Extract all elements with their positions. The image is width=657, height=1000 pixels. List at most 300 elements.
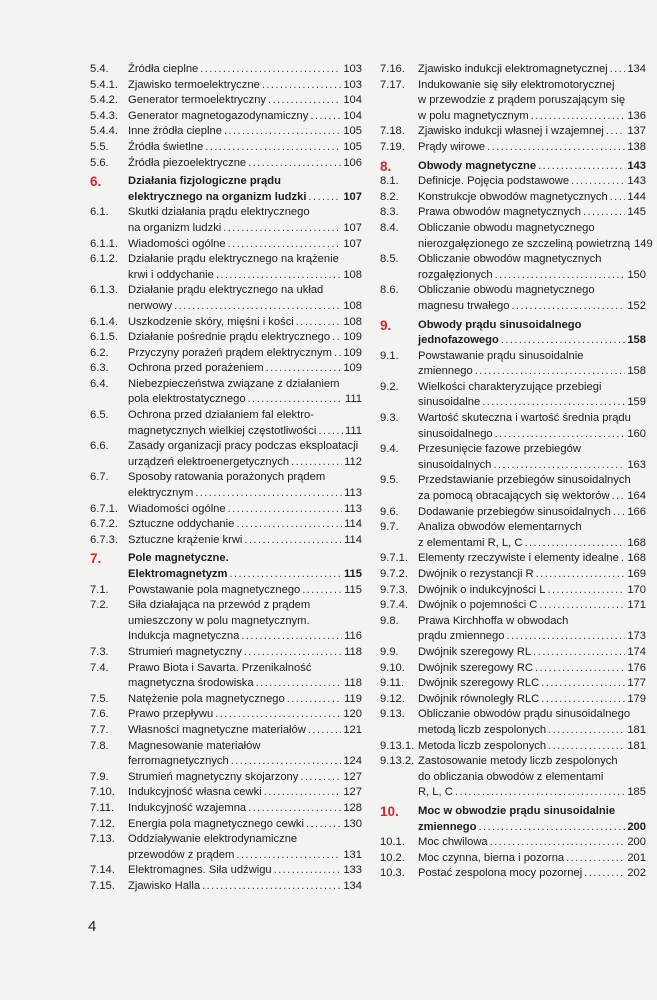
toc-title-line: [128, 140, 362, 156]
toc-page-ref: 169: [627, 568, 646, 580]
toc-dot-leader: [236, 517, 342, 533]
toc-dot-leader: [535, 661, 625, 677]
toc-dot-leader: [310, 109, 341, 125]
toc-title-line: [128, 661, 362, 677]
toc-title-text: Obliczanie obwodu magnetycznego: [418, 284, 595, 297]
toc-title-line: [128, 863, 362, 879]
toc-entry-title: [418, 159, 646, 175]
toc-title-text: nerwowy: [128, 299, 173, 312]
toc-dot-leader: [455, 785, 626, 801]
toc-entry: [90, 93, 362, 109]
toc-title-line: [128, 739, 362, 755]
toc-dot-leader: [274, 863, 342, 879]
toc-title-line: [128, 692, 362, 708]
toc-page-ref: 112: [344, 455, 362, 468]
toc-entry-title: [128, 583, 362, 599]
toc-page-ref: 201: [627, 851, 646, 864]
toc-title-line: [128, 486, 362, 502]
toc-dot-leader: [613, 505, 626, 521]
toc-entry-number: 6.1.2.: [90, 253, 118, 266]
toc-entry-number: 6.1.1.: [90, 237, 118, 250]
toc-dot-leader: [490, 835, 626, 851]
toc-title-text: Sztuczne oddychanie: [128, 518, 235, 531]
toc-entry-number: 9.7.2.: [380, 568, 408, 580]
toc-page-ref: 106: [343, 156, 362, 169]
toc-title-text: Wielkości charakteryzujące przebiegi: [418, 380, 602, 393]
toc-title-text: Siła działająca na przewód z prądem: [128, 599, 311, 612]
toc-title-text: Oddziaływanie elektrodynamiczne: [128, 833, 298, 846]
toc-page-ref: 113: [344, 502, 362, 515]
toc-chapter-entry: [90, 174, 362, 205]
toc-title-line: [128, 567, 362, 583]
toc-entry-title: [418, 205, 646, 221]
toc-title-line: [418, 614, 646, 630]
toc-entry-number: 10.2.: [380, 851, 405, 864]
toc-entry-number: 7.14.: [90, 864, 115, 877]
toc-title-text: Indukcyjność wzajemna: [128, 801, 247, 814]
toc-entry-title: [128, 879, 362, 895]
toc-title-line: [418, 770, 646, 786]
toc-title-line: [418, 567, 646, 583]
toc-entry: [380, 661, 646, 677]
toc-dot-leader: [332, 330, 341, 346]
toc-title-line: [128, 770, 362, 786]
toc-page-ref: 134: [343, 879, 362, 892]
toc-entry-title: [128, 439, 362, 470]
toc-entry: [380, 583, 646, 599]
toc-title-line: [418, 442, 646, 458]
toc-title-text: Dwójnik szeregowy RC: [418, 661, 534, 674]
toc-page-ref: 181: [627, 739, 646, 752]
toc-title-text: sinusoidalne: [418, 396, 481, 409]
toc-title-line: [418, 299, 646, 315]
toc-entry-number: 7.3.: [90, 645, 109, 658]
toc-title-text: Inne źródła cieplne: [128, 125, 222, 138]
toc-entry-title: [418, 221, 653, 252]
toc-dot-leader: [511, 299, 625, 315]
toc-right-column: [380, 62, 653, 882]
toc-page-ref: 105: [343, 140, 362, 153]
toc-page-ref: 113: [344, 487, 362, 500]
toc-entry-title: [418, 505, 646, 521]
toc-page-ref: 163: [627, 458, 646, 471]
toc-dot-leader: [231, 754, 342, 770]
toc-page-ref: 143: [627, 175, 646, 188]
toc-title-text: Niebezpieczeństwa związane z działaniem: [128, 377, 340, 390]
toc-entry-title: [418, 661, 646, 677]
toc-entry-title: [128, 408, 362, 439]
toc-page-ref: 137: [627, 125, 646, 138]
toc-title-line: [128, 190, 362, 206]
toc-title-line: [418, 866, 646, 882]
toc-entry-title: [128, 124, 362, 140]
toc-dot-leader: [262, 78, 342, 94]
toc-page-ref: 120: [343, 708, 362, 721]
toc-entry-title: [418, 754, 646, 801]
toc-title-text: Elektromagnes. Siła udźwigu: [128, 864, 272, 877]
toc-page-ref: 143: [627, 159, 646, 172]
toc-title-line: [418, 785, 646, 801]
toc-title-line: [418, 520, 646, 536]
toc-entry-title: [418, 140, 646, 156]
toc-title-text: elektrycznego na organizm ludzki: [128, 190, 307, 203]
toc-title-line: [418, 411, 646, 427]
toc-title-text: Obwody magnetyczne: [418, 159, 537, 172]
toc-dot-leader: [538, 159, 625, 175]
toc-entry-title: [128, 252, 362, 283]
toc-page-ref: 145: [627, 206, 646, 219]
toc-entry: [380, 754, 646, 801]
toc-title-line: [418, 380, 646, 396]
toc-dot-leader: [533, 645, 625, 661]
toc-title-line: [128, 817, 362, 833]
toc-entry-number: 7.12.: [90, 817, 115, 830]
toc-entry-number: 5.6.: [90, 156, 109, 169]
toc-entry-title: [418, 380, 646, 411]
toc-title-text: Zjawisko indukcji własnej i wzajemnej: [418, 125, 604, 138]
toc-entry-title: [128, 237, 362, 253]
page-number: 4: [88, 918, 97, 935]
toc-title-text: Analiza obwodów elementarnych: [418, 521, 582, 534]
toc-entry-title: [128, 661, 362, 692]
toc-entry-number: 5.4.4.: [90, 125, 118, 138]
toc-dot-leader: [195, 486, 342, 502]
toc-page-ref: 115: [344, 583, 362, 596]
toc-title-text: Strumień magnetyczny skojarzony: [128, 770, 299, 783]
toc-dot-leader: [229, 567, 341, 583]
toc-page-ref: 152: [627, 299, 646, 312]
toc-entry: [90, 502, 362, 518]
toc-dot-leader: [202, 879, 341, 895]
toc-entry-number: 9.11.: [380, 677, 405, 690]
toc-title-line: [418, 489, 646, 505]
toc-title-line: [128, 848, 362, 864]
toc-title-text: Uszkodzenie skóry, mięśni i kości: [128, 315, 294, 328]
toc-page-ref: 105: [343, 125, 362, 138]
toc-entry: [90, 723, 362, 739]
toc-title-line: [128, 299, 362, 315]
toc-page-ref: 138: [627, 140, 646, 153]
toc-entry-title: [418, 283, 646, 314]
toc-entry-title: [418, 866, 646, 882]
toc-title-line: [418, 78, 646, 94]
toc-title-text: Moc czynna, bierna i pozorna: [418, 851, 565, 864]
toc-dot-leader: [200, 62, 341, 78]
toc-entry-number: 7.2.: [90, 599, 109, 612]
toc-title-text: Wiadomości ogólne: [128, 502, 226, 515]
toc-title-line: [418, 629, 646, 645]
toc-dot-leader: [606, 124, 625, 140]
toc-title-text: prądu zmiennego: [418, 630, 505, 643]
toc-entry-number: 6.7.2.: [90, 518, 118, 531]
toc-title-line: [418, 174, 646, 190]
toc-title-line: [418, 645, 646, 661]
toc-entry-title: [128, 723, 362, 739]
toc-title-text: z elementami R, L, C: [418, 536, 523, 549]
toc-page-ref: 111: [344, 393, 362, 406]
toc-entry-title: [128, 174, 362, 205]
toc-title-text: Dodawanie przebiegów sinusoidalnych: [418, 505, 611, 518]
toc-entry: [90, 517, 362, 533]
toc-dot-leader: [302, 583, 342, 599]
toc-dot-leader: [610, 62, 626, 78]
toc-chapter-entry: [380, 318, 646, 349]
toc-entry: [380, 124, 646, 140]
toc-entry-title: [418, 583, 646, 599]
toc-page-ref: 131: [343, 848, 362, 861]
toc-dot-leader: [482, 395, 625, 411]
toc-entry-number: 7.1.: [90, 583, 109, 596]
toc-dot-leader: [571, 174, 625, 190]
toc-entry-title: [128, 801, 362, 817]
toc-title-line: [418, 804, 646, 820]
toc-entry-title: [418, 551, 646, 567]
toc-page-ref: 136: [627, 109, 646, 122]
toc-title-line: [418, 598, 646, 614]
toc-title-text: Prawo przepływu: [128, 708, 214, 721]
toc-dot-leader: [495, 427, 626, 443]
toc-page-ref: 179: [627, 692, 646, 705]
toc-entry-number: 6.7.1.: [90, 502, 118, 515]
toc-title-text: Obwody prądu sinusoidalnego: [418, 318, 582, 331]
toc-entry: [90, 817, 362, 833]
toc-title-line: [128, 754, 362, 770]
toc-entry-number: 7.10.: [90, 786, 115, 799]
toc-title-text: Postać zespolona mocy pozornej: [418, 867, 583, 880]
toc-title-text: Powstawanie pola magnetycznego: [128, 583, 301, 596]
toc-dot-leader: [541, 676, 625, 692]
toc-entry: [380, 349, 646, 380]
toc-entry-title: [418, 473, 646, 504]
toc-title-text: na organizm ludzki: [128, 221, 222, 234]
toc-entry: [90, 156, 362, 172]
toc-entry-number: 8.5.: [380, 253, 399, 266]
toc-dot-leader: [248, 392, 343, 408]
toc-page-ref: 109: [343, 362, 362, 375]
toc-dot-leader: [308, 190, 341, 206]
toc-entry-title: [128, 533, 362, 549]
toc-title-line: [128, 78, 362, 94]
toc-page-ref: 115: [343, 568, 362, 580]
toc-entry-number: 10.3.: [380, 867, 405, 880]
toc-dot-leader: [223, 221, 341, 237]
toc-title-text: Obliczanie obwodów prądu sinusoidalnego: [418, 708, 631, 721]
toc-entry: [90, 692, 362, 708]
toc-entry-title: [128, 140, 362, 156]
toc-page-ref: 108: [343, 268, 362, 281]
toc-title-text: metodą liczb zespolonych: [418, 723, 547, 736]
toc-entry: [90, 283, 362, 314]
toc-entry-title: [418, 707, 646, 738]
toc-title-text: Źródła piezoelektryczne: [128, 156, 247, 169]
toc-entry-title: [128, 283, 362, 314]
toc-entry-number: 6.4.: [90, 377, 109, 390]
toc-page-ref: 118: [344, 645, 362, 658]
toc-title-text: jednofazowego: [418, 334, 499, 347]
toc-dot-leader: [224, 124, 341, 140]
toc-dot-leader: [536, 567, 626, 583]
toc-entry-title: [418, 124, 646, 140]
toc-title-line: [128, 832, 362, 848]
toc-dot-leader: [547, 583, 625, 599]
toc-entry: [90, 205, 362, 236]
toc-page-ref: 150: [627, 268, 646, 281]
toc-entry-number: 6.7.: [90, 471, 109, 484]
toc-title-line: [418, 283, 646, 299]
toc-entry-number: 9.6.: [380, 505, 399, 518]
toc-page-ref: 114: [344, 533, 362, 546]
toc-entry-title: [128, 832, 362, 863]
toc-page-ref: 144: [627, 190, 646, 203]
toc-title-line: [128, 502, 362, 518]
toc-entry-title: [418, 411, 646, 442]
toc-title-line: [128, 283, 362, 299]
toc-title-line: [128, 346, 362, 362]
toc-entry-title: [418, 190, 646, 206]
toc-entry: [90, 315, 362, 331]
toc-dot-leader: [475, 364, 626, 380]
toc-page-ref: 124: [343, 755, 362, 768]
toc-title-line: [128, 268, 362, 284]
toc-title-line: [128, 174, 362, 190]
toc-title-text: do obliczania obwodów z elementami: [418, 770, 604, 783]
toc-entry-title: [418, 520, 646, 551]
toc-entry: [380, 411, 646, 442]
toc-title-line: [418, 692, 646, 708]
toc-dot-leader: [541, 692, 625, 708]
toc-chapter-entry: [380, 804, 646, 835]
toc-page-ref: 130: [343, 817, 362, 830]
toc-dot-leader: [228, 502, 343, 518]
toc-entry-number: 9.10.: [380, 661, 405, 674]
toc-entry-number: 7.: [90, 551, 102, 567]
toc-title-text: Sposoby ratowania porażonych prądem: [128, 471, 326, 484]
toc-title-line: [418, 124, 646, 140]
toc-entry-number: 9.13.: [380, 708, 405, 721]
toc-entry-title: [128, 78, 362, 94]
toc-entry-number: 6.2.: [90, 346, 109, 359]
toc-title-text: Ochrona przed porażeniem: [128, 362, 264, 375]
toc-title-line: [418, 851, 646, 867]
toc-page-ref: 108: [343, 315, 362, 328]
toc-title-line: [418, 739, 646, 755]
toc-entry-number: 8.: [380, 158, 392, 174]
toc-page-ref: 134: [627, 63, 646, 75]
toc-title-line: [128, 470, 362, 486]
toc-entry-number: 7.17.: [380, 78, 405, 91]
toc-title-text: Elektromagnetyzm: [128, 568, 228, 580]
toc-dot-leader: [216, 268, 342, 284]
toc-entry-number: 7.7.: [90, 723, 109, 736]
toc-entry-title: [128, 502, 362, 518]
toc-title-line: [128, 801, 362, 817]
toc-title-text: Własności magnetyczne materiałów: [128, 723, 306, 736]
toc-title-line: [418, 318, 646, 334]
toc-title-text: Pole magnetyczne.: [128, 552, 229, 565]
toc-title-line: [128, 408, 362, 424]
toc-entry-title: [418, 174, 646, 190]
toc-dot-leader: [548, 739, 625, 755]
toc-entry: [90, 832, 362, 863]
toc-entry: [90, 801, 362, 817]
toc-chapter-entry: [380, 159, 646, 175]
toc-title-line: [128, 93, 362, 109]
toc-title-text: magnesu trwałego: [418, 299, 510, 312]
toc-title-text: Metoda liczb zespolonych: [418, 739, 547, 752]
toc-title-text: Działanie pośrednie prądu elektrycznego: [128, 331, 331, 344]
toc-entry-number: 9.: [380, 317, 392, 333]
toc-title-line: [418, 159, 646, 175]
toc-entry: [380, 739, 646, 755]
toc-entry-number: 8.1.: [380, 175, 399, 188]
toc-entry: [90, 361, 362, 377]
toc-title-text: Źródła cieplne: [128, 63, 199, 75]
toc-title-text: sinusoidalnych: [418, 458, 492, 471]
toc-title-line: [418, 754, 646, 770]
toc-title-text: Prawa Kirchhoffa w obwodach: [418, 614, 569, 627]
toc-entry: [380, 614, 646, 645]
toc-page-ref: 107: [343, 190, 362, 203]
toc-entry: [380, 551, 646, 567]
toc-entry-number: 7.15.: [90, 879, 115, 892]
toc-entry-title: [128, 93, 362, 109]
toc-title-text: Skutki działania prądu elektrycznego: [128, 206, 310, 219]
toc-entry-number: 9.13.1.: [380, 739, 415, 752]
toc-title-line: [128, 533, 362, 549]
toc-page-ref: 118: [344, 677, 362, 690]
toc-entry-title: [418, 676, 646, 692]
toc-entry: [90, 707, 362, 723]
toc-entry-title: [418, 614, 646, 645]
toc-entry: [380, 866, 646, 882]
toc-entry: [380, 692, 646, 708]
toc-entry: [90, 408, 362, 439]
toc-entry-title: [128, 770, 362, 786]
toc-page-ref: 108: [343, 299, 362, 312]
toc-title-text: Strumień magnetyczny: [128, 645, 242, 658]
toc-title-line: [128, 392, 362, 408]
toc-title-text: Moc w obwodzie prądu sinusoidalnie: [418, 804, 616, 817]
toc-title-line: [128, 205, 362, 221]
toc-page-ref: 177: [627, 677, 646, 690]
toc-title-line: [418, 723, 646, 739]
toc-entry-number: 8.2.: [380, 190, 399, 203]
toc-entry-number: 7.16.: [380, 63, 405, 75]
toc-entry: [90, 645, 362, 661]
toc-entry-title: [128, 739, 362, 770]
toc-dot-leader: [174, 299, 341, 315]
toc-title-text: zmiennego: [418, 365, 473, 378]
toc-title-line: [128, 645, 362, 661]
toc-dot-leader: [583, 205, 625, 221]
toc-title-text: magnetycznych wielkiej częstotliwości: [128, 424, 317, 437]
toc-title-line: [128, 252, 362, 268]
toc-title-text: Zjawisko termoelektryczne: [128, 78, 260, 91]
toc-page-ref: 111: [344, 424, 362, 437]
toc-title-text: Obliczanie obwodu magnetycznego: [418, 221, 595, 234]
toc-entry: [380, 205, 646, 221]
toc-title-text: Indukowanie się siły elektromotorycznej: [418, 78, 615, 91]
toc-dot-leader: [241, 629, 342, 645]
toc-title-text: krwi i oddychanie: [128, 268, 214, 281]
toc-page-ref: 200: [627, 836, 646, 849]
toc-title-line: [418, 62, 646, 78]
toc-title-line: [418, 458, 646, 474]
toc-entry-title: [128, 645, 362, 661]
toc-entry-number: 9.9.: [380, 645, 399, 658]
toc-entry-number: 9.4.: [380, 443, 399, 456]
toc-title-text: Sztuczne krążenie krwi: [128, 533, 243, 546]
